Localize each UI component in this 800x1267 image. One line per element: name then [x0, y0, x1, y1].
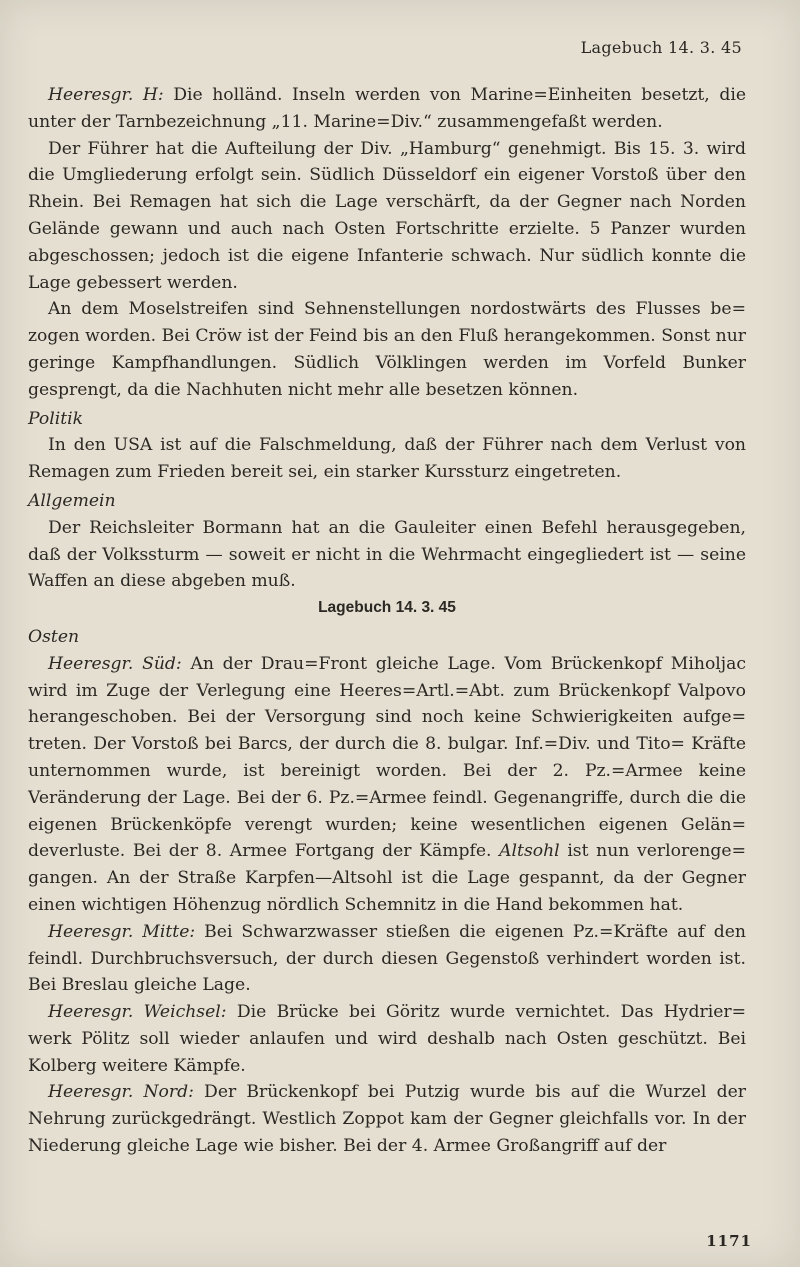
paragraph: Heeresgr. Süd: An der Drau=Front gleiche Lage. Vom Brückenkopf Miholjac wird im Zuge der Verlegung eine Heeres=Artl.=Abt. zum Brückenkopf Valpovo herangeschoben. Bei der Versorgung sind noch keine Schwierigkeiten aufge= treten. Der Vorstoß bei Barcs, der durch die 8. bulgar. Inf.=Div. und Tito= Kräfte unternommen wurde, ist bereinigt worden. Bei der 2. Pz.=Armee keine Veränderung der Lage. Bei der 6. Pz.=Armee feindl. Gegenangriffe, durch die die eigenen Brückenköpfe verengt wurden; keine wesentlichen eigenen Gelän= deverluste. Bei der 8. Armee Fortgang der Kämpfe. Altsohl ist nun verlorenge= gangen. An der Straße Karpfen—Altsohl ist die Lage gespannt, da der Gegner einen wichtigen Höhenzug nördlich Schemnitz in die Hand bekommen hat. [28, 653, 747, 915]
entry-title: Lagebuch 14. 3. 45 [318, 599, 456, 617]
paragraph: Heeresgr. Mitte: Bei Schwarzwasser stießen die eigenen Pz.=Kräfte auf den feindl. Durchbruchsversuch, der durch diesen Gegenstoß verhindert worden ist. Bei Breslau gleiche Lage. [28, 921, 746, 996]
place-name: Altsohl [499, 841, 560, 862]
paragraph: Heeresgr. H: Die holländ. Inseln werden von Marine=Einheiten besetzt, die unter der Tarnbezeichnung „11. Marine=Div.“ zusammengefaßt werden. [28, 85, 746, 132]
army-group-lead: Heeresgr. Mitte: [48, 921, 196, 942]
section-heading-allgemein: Allgemein [28, 490, 116, 511]
paragraph: Heeresgr. Weichsel: Die Brücke bei Göritz wurde vernichtet. Das Hydrier= werk Pölitz soll wieder anlaufen und wird deshalb nach Osten geschützt. Bei Kolberg weitere Kämpfe. [28, 1002, 746, 1076]
page-number: 1171 [706, 1232, 752, 1250]
paragraph: Der Führer hat die Aufteilung der Div. „Hamburg“ genehmigt. Bis 15. 3. wird die Umgliederung erfolgt sein. Südlich Düsseldorf ein eigener Vorstoß über den Rhein. Bei Remagen hat sich die Lage verschärft, da der Gegner nach Norden Gelände gewann und auch nach Osten Fortschritte erzielte. 5 Panzer wurden abgeschossen; jedoch ist die eigene Infanterie schwach. Nur südlich konnte die Lage gebessert werden. [28, 138, 746, 293]
running-head: Lagebuch 14. 3. 45 [580, 38, 742, 57]
army-group-lead: Heeresgr. Weichsel: [48, 1002, 227, 1023]
army-group-lead: Heeresgr. H: [48, 85, 164, 105]
body-text [28, 82, 746, 1160]
paragraph: An dem Moselstreifen sind Sehnenstellungen nordostwärts des Flusses be= zogen worden. Bei Cröw ist der Feind bis an den Fluß herangekommen. Sonst nur geringe Kampfhandlungen. Südlich Völklingen werden im Vorfeld Bunker gesprengt, da die Nachhuten nicht mehr alle besetzen können. [28, 299, 746, 400]
section-heading-politik: Politik [28, 408, 84, 429]
paragraph: In den USA ist auf die Falschmeldung, daß der Führer nach dem Verlust von Remagen zum Frieden bereit sei, ein starker Kurssturz eingetreten. [28, 435, 746, 483]
paragraph: Der Reichsleiter Bormann hat an die Gauleiter einen Befehl herausgegeben, daß der Volkssturm — soweit er nicht in die Wehrmacht eingegliedert ist — seine Waffen an diese abgeben muß. [28, 517, 746, 592]
army-group-lead: Heeresgr. Süd: [48, 653, 182, 674]
section-heading-osten: Osten [28, 626, 80, 647]
army-group-lead: Heeresgr. Nord: [48, 1082, 194, 1103]
paragraph: Heeresgr. Nord: Der Brückenkopf bei Putzig wurde bis auf die Wurzel der Nehrung zurückgedrängt. Westlich Zoppot kam der Gegner gleichfalls vor. In der Niederung gleiche Lage wie bisher. Bei der 4. Armee Großangriff auf der [28, 1082, 746, 1157]
